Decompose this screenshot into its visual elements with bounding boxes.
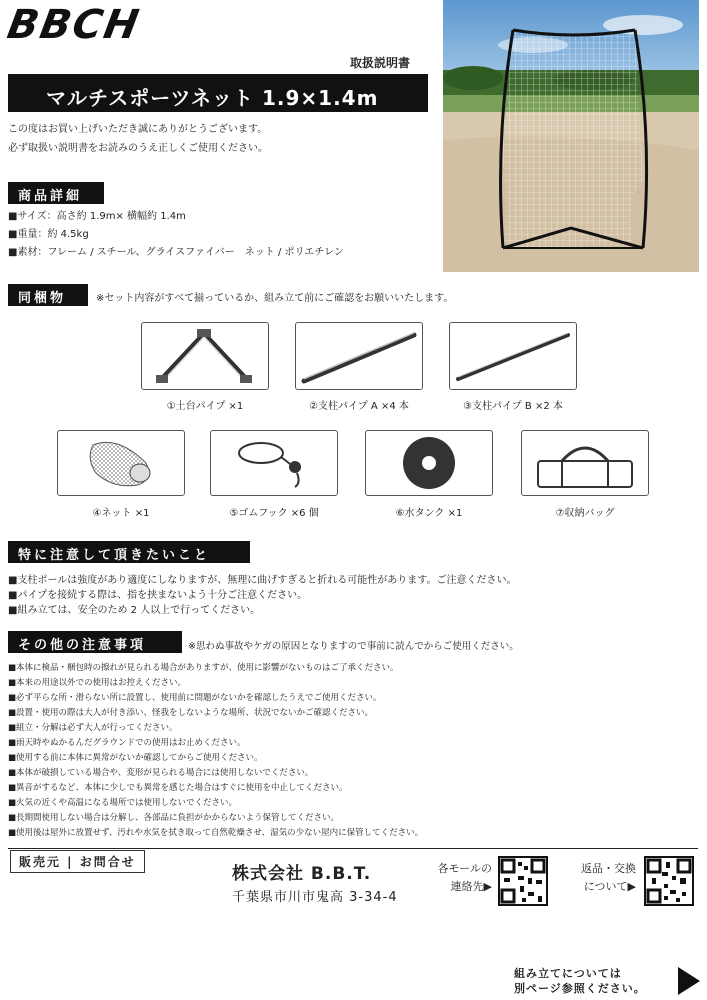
- return-note: [560, 860, 636, 896]
- other-item: ■雨天時やぬかるんだグラウンドでの使用はお止めください。: [8, 738, 246, 748]
- other-item: ■火気の近くや高温になる場所では使用しないでください。: [8, 798, 238, 808]
- intro-line: この度はお買い上げいただき誠にありがとうございます。: [8, 124, 268, 135]
- item-pole-b-image: [449, 322, 577, 390]
- details-list: [8, 208, 344, 262]
- contents-heading: 同梱物: [8, 284, 88, 306]
- other-item: ■本来の用途以外での使用はお控えください。: [8, 678, 187, 688]
- other-item: ■長期間使用しない場合は分解し、各部品に負担がかからないよう保管してください。: [8, 813, 340, 823]
- caution-item: ■パイプを接続する際は、指を挟まないよう十分ご注意ください。: [8, 590, 308, 601]
- product-title: マルチスポーツネット 1.9×1.4m: [8, 74, 428, 112]
- return-line: 返品・交換: [581, 862, 636, 875]
- other-note: ※思わぬ事故やケガの原因となりますので事前に読んでからご使用ください。: [188, 641, 519, 652]
- qr-code-return[interactable]: [644, 856, 694, 906]
- contents-note: ※セット内容がすべて揃っているか、組み立て前にご確認をお願いいたします。: [96, 293, 454, 304]
- assembly-note: [514, 966, 646, 996]
- return-line: について▶: [583, 880, 636, 893]
- divider: [8, 848, 698, 849]
- other-item: ■使用後は屋外に放置せず、汚れや水気を拭き取って自然乾燥させ、湿気の少ない屋内に保管してください。: [8, 828, 424, 838]
- item-rubber-hook-image: [210, 430, 338, 496]
- other-item: ■本体が破損している場合や、変形が見られる場合には使用しないでください。: [8, 768, 314, 778]
- company-address: 千葉県市川市鬼高 3-34-4: [232, 890, 398, 905]
- item-caption: ⑤ゴムフック ×6 個: [229, 508, 319, 519]
- company-name: 株式会社 B.B.T.: [232, 864, 372, 884]
- qr-code-mall[interactable]: [498, 856, 548, 906]
- item-water-tank-image: [365, 430, 493, 496]
- caution-item: ■組み立ては、安全のため 2 人以上で行ってください。: [8, 605, 261, 616]
- item-caption: ④ネット ×1: [92, 508, 150, 519]
- intro-line: 必ず取扱い説明書をお読みのうえ正しくご使用ください。: [8, 143, 268, 154]
- other-item: ■使用する前に本体に異常がないか確認してからご使用ください。: [8, 753, 263, 763]
- other-item: ■設置・使用の際は大人が付き添い、怪我をしないような場所、状況でないかご確認ください。: [8, 708, 374, 718]
- detail-material: ■素材：フレーム / スチール、グライスファイバー ネット / ポリエチレン: [8, 247, 344, 258]
- other-heading: その他の注意事項: [8, 631, 182, 653]
- item-net-image: [57, 430, 185, 496]
- assembly-line: 別ページ参照ください。: [514, 982, 646, 995]
- caution-item: ■支柱ポールは強度があり適度にしなりますが、無理に曲げすぎると折れる可能性があります。ご注意ください。: [8, 575, 517, 586]
- item-caption: ②支柱パイプ A ×4 本: [309, 401, 409, 412]
- other-item: ■組立・分解は必ず大人が行ってください。: [8, 723, 178, 733]
- item-caption: ③支柱パイプ B ×2 本: [463, 401, 563, 412]
- item-caption: ①土台パイプ ×1: [166, 401, 244, 412]
- other-item: ■必ず平らな所・滑らない所に設置し、使用前に問題がないかを確認したうえでご使用ください。: [8, 693, 382, 703]
- product-photo: [443, 0, 699, 272]
- detail-weight: ■重量：約 4.5kg: [8, 229, 89, 240]
- assembly-line: 組み立てについては: [514, 967, 622, 980]
- contact-label: 販売元 | お問合せ: [10, 850, 145, 873]
- item-base-pipe-image: [141, 322, 269, 390]
- arrow-right-icon: [676, 966, 702, 1000]
- item-caption: ⑦収納バッグ: [555, 508, 615, 519]
- item-caption: ⑥水タンク ×1: [395, 508, 463, 519]
- mall-line: 連絡先▶: [450, 880, 492, 893]
- other-item: ■本体に検品・梱包時の擦れが見られる場合がありますが、使用に影響がないものはご了承ください。: [8, 663, 399, 673]
- detail-size: ■サイズ：高さ約 1.9m× 横幅約 1.4m: [8, 211, 186, 222]
- details-heading: 商品詳細: [8, 182, 104, 204]
- mall-line: 各モールの: [437, 862, 492, 875]
- brand-logo: BBCH: [3, 2, 144, 48]
- document-label: 取扱説明書: [350, 56, 411, 70]
- other-list: [8, 661, 423, 841]
- caution-list: [8, 573, 516, 618]
- item-pole-a-image: [295, 322, 423, 390]
- intro-text: [8, 120, 268, 158]
- item-storage-bag-image: [521, 430, 649, 496]
- caution-heading: 特に注意して頂きたいこと: [8, 541, 250, 563]
- mall-contact-note: [410, 860, 492, 896]
- other-item: ■異音がするなど、本体に少しでも異常を感じた場合はすぐに使用を中止してください。: [8, 783, 348, 793]
